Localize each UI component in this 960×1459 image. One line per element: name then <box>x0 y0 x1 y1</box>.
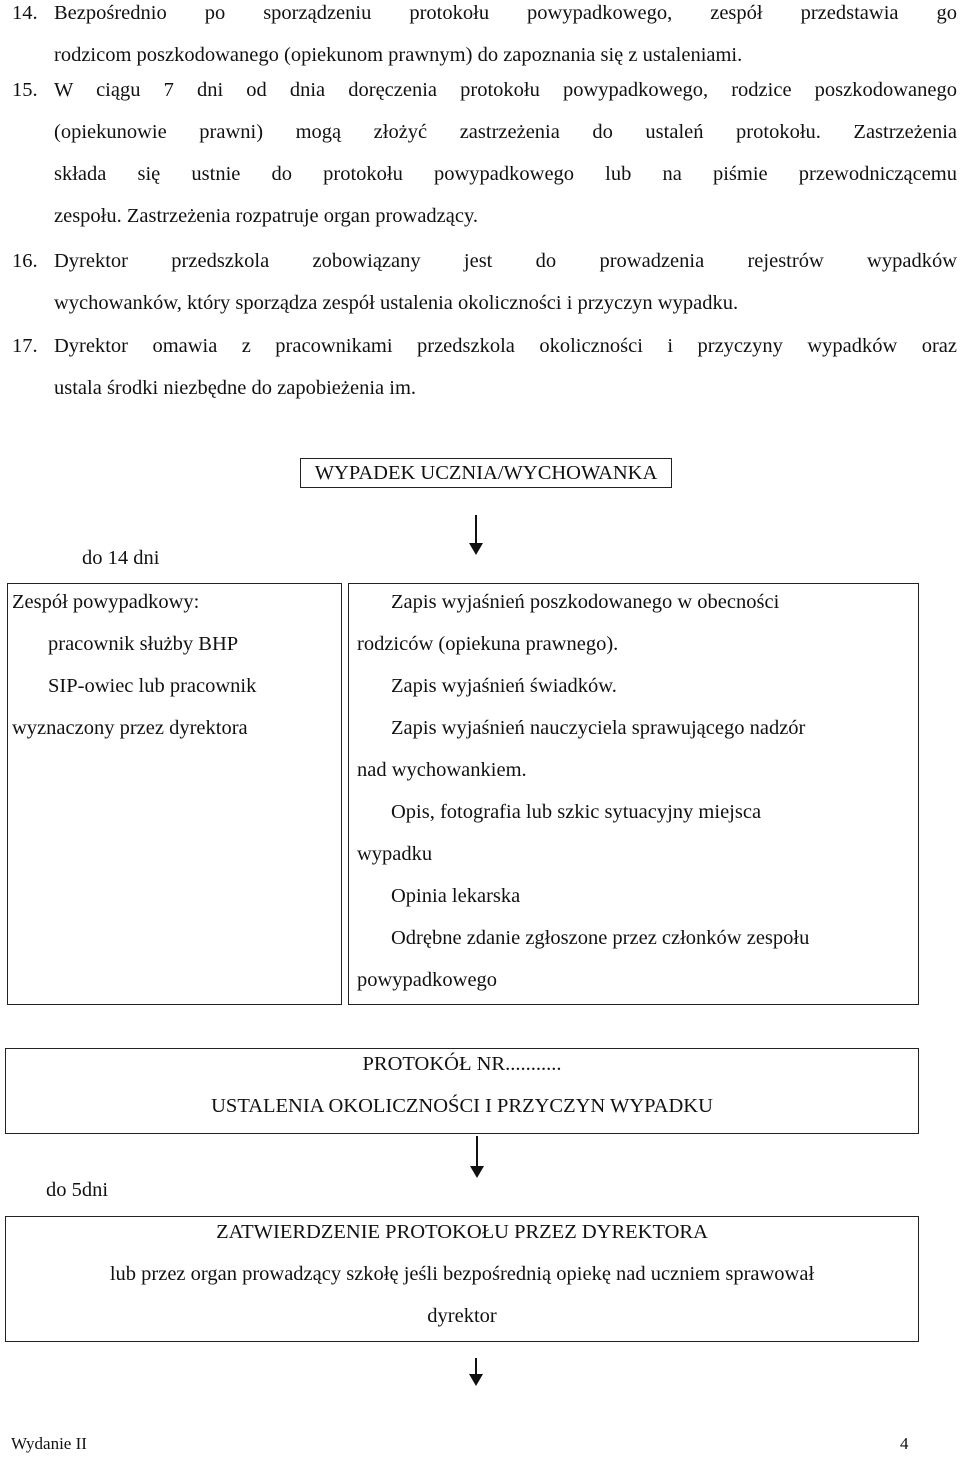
approval-title: ZATWIERDZENIE PROTOKOŁU PRZEZ DYREKTORA <box>216 1221 708 1243</box>
records-line: nad wychowankiem. <box>357 759 527 781</box>
records-line: Odrębne zdanie zgłoszone przez członków zespołu <box>391 927 810 949</box>
paragraph-line: składa się ustnie do protokołu powypadkowego lub na piśmie przewodniczącemu <box>54 163 957 185</box>
team-member: SIP-owiec lub pracownik <box>48 675 257 697</box>
paragraph-line: 17. Dyrektor omawia z pracownikami przedszkola okoliczności i przyczyny wypadków oraz <box>12 325 957 367</box>
paragraph-number: 16. <box>12 250 38 272</box>
records-line: Zapis wyjaśnień poszkodowanego w obecności <box>391 591 780 613</box>
arrow-down-icon <box>469 1358 483 1386</box>
paragraph-line: 16. Dyrektor przedszkola zobowiązany jest do prowadzenia rejestrów wypadków <box>12 240 957 282</box>
records-line: wypadku <box>357 843 433 865</box>
paragraph-line: zespołu. Zastrzeżenia rozpatruje organ prowadzący. <box>54 205 479 227</box>
paragraph-line: ustala środki niezbędne do zapobieżenia im. <box>54 377 417 399</box>
paragraph-line: (opiekunowie prawni) mogą złożyć zastrzeżenia do ustaleń protokołu. Zastrzeżenia <box>54 121 957 143</box>
records-line: rodziców (opiekuna prawnego). <box>357 633 619 655</box>
protocol-number: PROTOKÓŁ NR........... <box>362 1053 562 1075</box>
records-line: powypadkowego <box>357 969 498 991</box>
team-member: pracownik służby BHP <box>48 633 239 655</box>
team-box <box>7 583 342 1005</box>
footer-page-number: 4 <box>900 1434 909 1453</box>
records-line: Opis, fotografia lub szkic sytuacyjny miejsca <box>391 801 762 823</box>
records-line: Zapis wyjaśnień świadków. <box>391 675 617 697</box>
records-line: Zapis wyjaśnień nauczyciela sprawującego nadzór <box>391 717 806 739</box>
approval-line: lub przez organ prowadzący szkołę jeśli bezpośrednią opiekę nad uczniem sprawował <box>109 1263 815 1285</box>
diagram-title: WYPADEK UCZNIA/WYCHOWANKA <box>300 458 672 488</box>
approval-box <box>5 1216 919 1342</box>
paragraph-line: rodzicom poszkodowanego (opiekunom prawnym) do zapoznania się z ustaleniami. <box>54 44 743 66</box>
deadline-label: do 5dni <box>46 1179 109 1201</box>
paragraph-14 <box>12 0 957 76</box>
paragraph-15 <box>12 69 957 237</box>
paragraph-line: 15. W ciągu 7 dni od dnia doręczenia protokołu powypadkowego, rodzice poszkodowanego <box>12 69 957 111</box>
paragraph-16 <box>12 240 957 324</box>
protocol-subtitle: USTALENIA OKOLICZNOŚCI I PRZYCZYN WYPADKU <box>211 1095 713 1117</box>
paragraph-line: wychowanków, który sporządza zespół ustalenia okoliczności i przyczyn wypadku. <box>54 292 739 314</box>
records-line: Opinia lekarska <box>391 885 521 907</box>
arrow-down-icon <box>469 515 483 555</box>
paragraph-number: 14. <box>12 2 38 24</box>
approval-line: dyrektor <box>427 1305 497 1327</box>
paragraph-line: 14. Bezpośrednio po sporządzeniu protokołu powypadkowego, zespół przedstawia go <box>12 0 957 34</box>
paragraph-number: 17. <box>12 335 38 357</box>
paragraph-17 <box>12 325 957 409</box>
team-heading: Zespół powypadkowy: <box>12 591 200 613</box>
deadline-label: do 14 dni <box>82 547 160 569</box>
arrow-down-icon <box>470 1136 484 1178</box>
footer-edition: Wydanie II <box>11 1434 87 1453</box>
team-member: wyznaczony przez dyrektora <box>12 717 248 739</box>
protocol-box <box>5 1048 919 1134</box>
records-box <box>348 583 919 1005</box>
paragraph-number: 15. <box>12 79 38 101</box>
